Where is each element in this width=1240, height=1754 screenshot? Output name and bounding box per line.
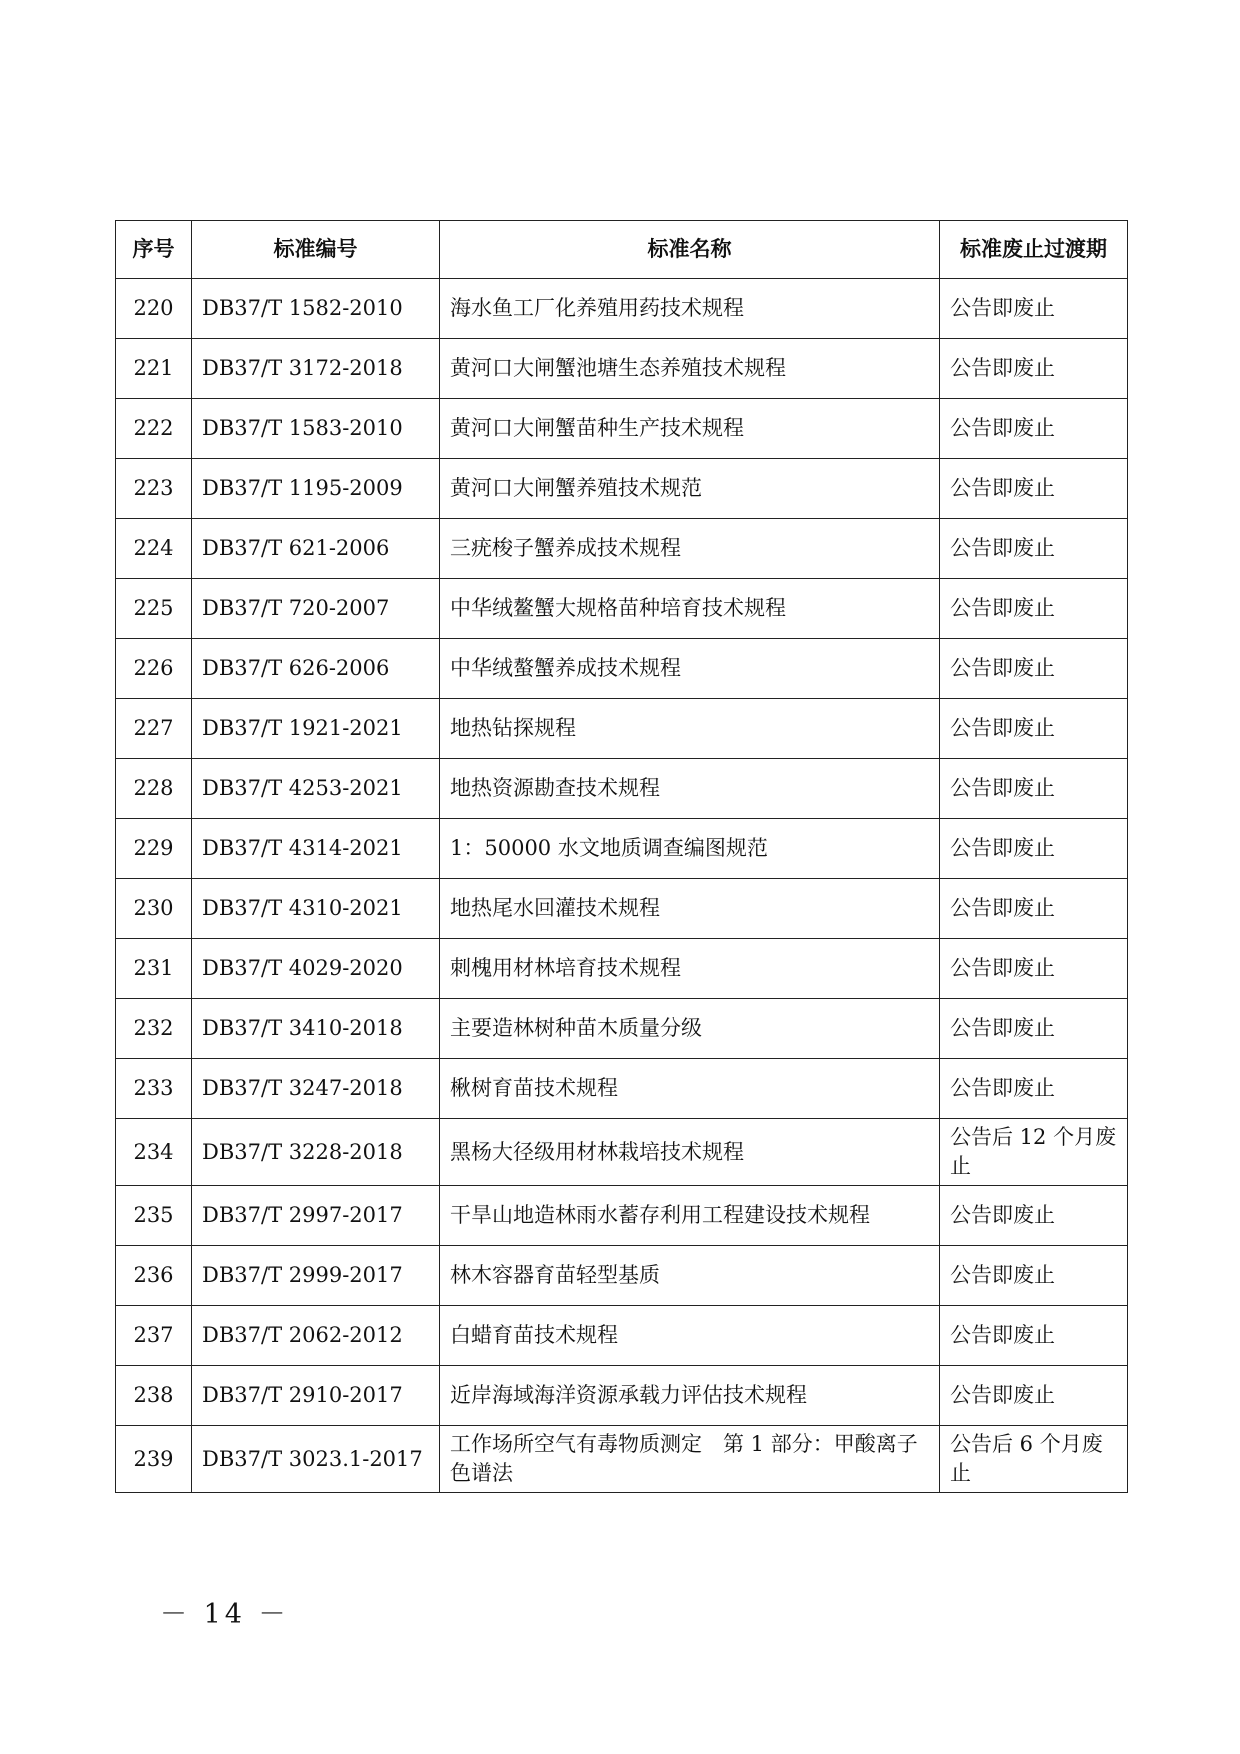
table-row xyxy=(116,579,1128,639)
table-row xyxy=(116,519,1128,579)
cell-standard-name: 海水鱼工厂化养殖用药技术规程 xyxy=(440,279,940,339)
cell-serial-no: 226 xyxy=(116,639,192,699)
cell-serial-no: 224 xyxy=(116,519,192,579)
table-row xyxy=(116,879,1128,939)
cell-standard-code: DB37/T 3172-2018 xyxy=(192,339,440,399)
cell-serial-no: 232 xyxy=(116,999,192,1059)
cell-standard-name: 地热钻探规程 xyxy=(440,699,940,759)
table-body xyxy=(116,279,1128,1493)
cell-standard-name: 黄河口大闸蟹池塘生态养殖技术规程 xyxy=(440,339,940,399)
table-row xyxy=(116,999,1128,1059)
cell-standard-name: 黑杨大径级用材林栽培技术规程 xyxy=(440,1119,940,1186)
cell-standard-name: 黄河口大闸蟹养殖技术规范 xyxy=(440,459,940,519)
cell-abolition-period: 公告即废止 xyxy=(940,939,1128,999)
table-row xyxy=(116,399,1128,459)
cell-standard-code: DB37/T 2062-2012 xyxy=(192,1306,440,1366)
cell-standard-code: DB37/T 3410-2018 xyxy=(192,999,440,1059)
table-row xyxy=(116,819,1128,879)
header-standard-name: 标准名称 xyxy=(440,221,940,279)
cell-standard-code: DB37/T 1921-2021 xyxy=(192,699,440,759)
cell-standard-name: 黄河口大闸蟹苗种生产技术规程 xyxy=(440,399,940,459)
cell-serial-no: 236 xyxy=(116,1246,192,1306)
cell-serial-no: 235 xyxy=(116,1186,192,1246)
cell-abolition-period: 公告即废止 xyxy=(940,519,1128,579)
cell-standard-code: DB37/T 2910-2017 xyxy=(192,1366,440,1426)
cell-abolition-period: 公告即废止 xyxy=(940,1186,1128,1246)
table-row xyxy=(116,1306,1128,1366)
cell-serial-no: 234 xyxy=(116,1119,192,1186)
cell-standard-name: 近岸海域海洋资源承载力评估技术规程 xyxy=(440,1366,940,1426)
cell-standard-name: 楸树育苗技术规程 xyxy=(440,1059,940,1119)
cell-standard-name: 刺槐用材林培育技术规程 xyxy=(440,939,940,999)
table-row xyxy=(116,279,1128,339)
header-abolition-period: 标准废止过渡期 xyxy=(940,221,1128,279)
cell-abolition-period: 公告即废止 xyxy=(940,999,1128,1059)
cell-abolition-period: 公告即废止 xyxy=(940,759,1128,819)
cell-abolition-period: 公告即废止 xyxy=(940,279,1128,339)
cell-standard-name: 主要造林树种苗木质量分级 xyxy=(440,999,940,1059)
cell-abolition-period: 公告即废止 xyxy=(940,459,1128,519)
cell-standard-name: 三疣梭子蟹养成技术规程 xyxy=(440,519,940,579)
table-row xyxy=(116,1426,1128,1493)
cell-abolition-period: 公告即废止 xyxy=(940,339,1128,399)
table-row xyxy=(116,339,1128,399)
cell-standard-code: DB37/T 621-2006 xyxy=(192,519,440,579)
cell-abolition-period: 公告即废止 xyxy=(940,1246,1128,1306)
cell-serial-no: 229 xyxy=(116,819,192,879)
cell-standard-code: DB37/T 3247-2018 xyxy=(192,1059,440,1119)
table-row xyxy=(116,459,1128,519)
cell-standard-name: 1：50000 水文地质调查编图规范 xyxy=(440,819,940,879)
cell-serial-no: 221 xyxy=(116,339,192,399)
cell-serial-no: 233 xyxy=(116,1059,192,1119)
cell-standard-code: DB37/T 1583-2010 xyxy=(192,399,440,459)
cell-standard-code: DB37/T 3228-2018 xyxy=(192,1119,440,1186)
cell-abolition-period: 公告即废止 xyxy=(940,1306,1128,1366)
header-serial-no: 序号 xyxy=(116,221,192,279)
table-row xyxy=(116,1059,1128,1119)
cell-standard-code: DB37/T 1195-2009 xyxy=(192,459,440,519)
table-row xyxy=(116,1119,1128,1186)
cell-standard-code: DB37/T 2997-2017 xyxy=(192,1186,440,1246)
cell-standard-name: 中华绒鳌蟹大规格苗种培育技术规程 xyxy=(440,579,940,639)
cell-abolition-period: 公告后 6 个月废止 xyxy=(940,1426,1128,1493)
cell-serial-no: 231 xyxy=(116,939,192,999)
page-number: － 14 － xyxy=(160,1599,290,1630)
header-standard-code: 标准编号 xyxy=(192,221,440,279)
cell-standard-name: 工作场所空气有毒物质测定 第 1 部分：甲酸离子色谱法 xyxy=(440,1426,940,1493)
cell-serial-no: 238 xyxy=(116,1366,192,1426)
cell-serial-no: 237 xyxy=(116,1306,192,1366)
cell-standard-name: 地热尾水回灌技术规程 xyxy=(440,879,940,939)
cell-abolition-period: 公告即废止 xyxy=(940,399,1128,459)
cell-standard-code: DB37/T 4253-2021 xyxy=(192,759,440,819)
cell-standard-code: DB37/T 4310-2021 xyxy=(192,879,440,939)
table-row xyxy=(116,1186,1128,1246)
table-row xyxy=(116,639,1128,699)
table-row xyxy=(116,699,1128,759)
cell-serial-no: 225 xyxy=(116,579,192,639)
cell-standard-code: DB37/T 4029-2020 xyxy=(192,939,440,999)
cell-standard-code: DB37/T 4314-2021 xyxy=(192,819,440,879)
table-row xyxy=(116,1366,1128,1426)
cell-serial-no: 239 xyxy=(116,1426,192,1493)
cell-standard-name: 白蜡育苗技术规程 xyxy=(440,1306,940,1366)
cell-abolition-period: 公告即废止 xyxy=(940,1366,1128,1426)
cell-abolition-period: 公告后 12 个月废止 xyxy=(940,1119,1128,1186)
cell-abolition-period: 公告即废止 xyxy=(940,639,1128,699)
cell-standard-name: 林木容器育苗轻型基质 xyxy=(440,1246,940,1306)
cell-standard-name: 中华绒螯蟹养成技术规程 xyxy=(440,639,940,699)
table-header-row xyxy=(116,221,1128,279)
cell-standard-name: 地热资源勘查技术规程 xyxy=(440,759,940,819)
cell-standard-code: DB37/T 626-2006 xyxy=(192,639,440,699)
cell-serial-no: 227 xyxy=(116,699,192,759)
cell-serial-no: 228 xyxy=(116,759,192,819)
cell-standard-name: 干旱山地造林雨水蓄存利用工程建设技术规程 xyxy=(440,1186,940,1246)
cell-serial-no: 222 xyxy=(116,399,192,459)
cell-standard-code: DB37/T 1582-2010 xyxy=(192,279,440,339)
cell-standard-code: DB37/T 2999-2017 xyxy=(192,1246,440,1306)
cell-standard-code: DB37/T 3023.1-2017 xyxy=(192,1426,440,1493)
table-row xyxy=(116,759,1128,819)
cell-serial-no: 223 xyxy=(116,459,192,519)
table-row xyxy=(116,939,1128,999)
cell-abolition-period: 公告即废止 xyxy=(940,579,1128,639)
cell-abolition-period: 公告即废止 xyxy=(940,699,1128,759)
cell-abolition-period: 公告即废止 xyxy=(940,879,1128,939)
table-row xyxy=(116,1246,1128,1306)
cell-abolition-period: 公告即废止 xyxy=(940,1059,1128,1119)
cell-serial-no: 230 xyxy=(116,879,192,939)
cell-serial-no: 220 xyxy=(116,279,192,339)
cell-abolition-period: 公告即废止 xyxy=(940,819,1128,879)
cell-standard-code: DB37/T 720-2007 xyxy=(192,579,440,639)
standards-table xyxy=(115,220,1128,1493)
